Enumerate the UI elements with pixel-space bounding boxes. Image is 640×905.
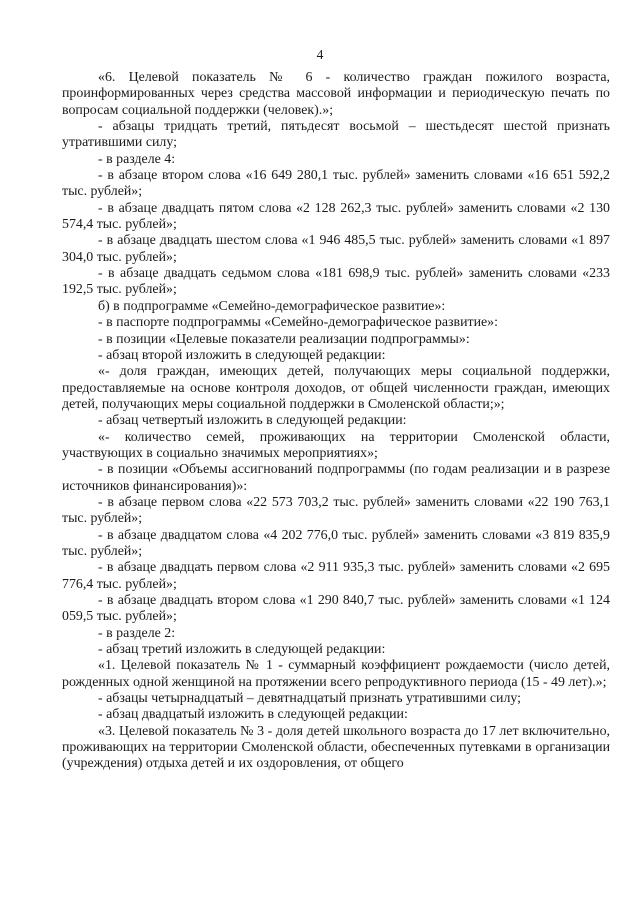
document-body (62, 70, 610, 773)
paragraph-10: - в позиции «Целевые показатели реализации подпрограммы»: (98, 331, 470, 347)
paragraph-25: «3. Целевой показатель № 3 - доля детей школьного возраста до 17 лет включительно, проживающих на территории Смоленской области, обеспеченных путевками в организации (учреждения) отдыха детей и их оздоровления, от общего (62, 723, 610, 772)
paragraph-16: - в абзаце первом слова «22 573 703,2 тыс. рублей» заменить словами «22 190 763,1 тыс. рублей»; (62, 494, 610, 527)
paragraph-14: «- количество семей, проживающих на территории Смоленской области, участвующих в социально значимых мероприятиях»; (62, 429, 610, 461)
paragraph-23: - абзацы четырнадцатый – девятнадцатый признать утратившими силу; (98, 691, 522, 707)
page-number: 4 (316, 47, 324, 62)
paragraph-2: - абзацы тридцать третий, пятьдесят восьмой – шестьдесят шестой признать утратившими силу; (62, 119, 610, 151)
paragraph-20: - в разделе 2: (98, 625, 176, 641)
paragraph-8: б) в подпрограмме «Семейно-демографическое развитие»: (98, 298, 446, 314)
paragraph-3: - в разделе 4: (98, 151, 176, 167)
paragraph-19: - в абзаце двадцать втором слова «1 290 840,7 тыс. рублей» заменить словами «1 124 059,5 тыс. рублей»; (62, 593, 610, 625)
paragraph-22: «1. Целевой показатель № 1 - суммарный коэффициент рождаемости (число детей, рожденных одной женщиной на протяжении всего репродуктивного периода (15 - 49 лет).»; (62, 658, 610, 690)
paragraph-18: - в абзаце двадцать первом слова «2 911 935,3 тыс. рублей» заменить словами «2 695 776,4 тыс. рублей»; (62, 560, 610, 592)
paragraph-4: - в абзаце втором слова «16 649 280,1 тыс. рублей» заменить словами «16 651 592,2 тыс. рублей»; (62, 168, 610, 200)
paragraph-24: - абзац двадцатый изложить в следующей редакции: (98, 707, 408, 723)
paragraph-6: - в абзаце двадцать шестом слова «1 946 485,5 тыс. рублей» заменить словами «1 897 304,0 тыс. рублей»; (62, 233, 610, 265)
paragraph-5: - в абзаце двадцать пятом слова «2 128 262,3 тыс. рублей» заменить словами «2 130 574,4 тыс. рублей»; (62, 200, 610, 233)
paragraph-13: - абзац четвертый изложить в следующей редакции: (98, 413, 407, 429)
paragraph-7: - в абзаце двадцать седьмом слова «181 698,9 тыс. рублей» заменить словами «233 192,5 тыс. рублей»; (62, 266, 610, 298)
paragraph-21: - абзац третий изложить в следующей редакции: (98, 642, 386, 658)
paragraph-15: - в позиции «Объемы ассигнований подпрограммы (по годам реализации и в разрезе источников финансирования)»: (62, 462, 610, 494)
paragraph-17: - в абзаце двадцатом слова «4 202 776,0 тыс. рублей» заменить словами «3 819 835,9 тыс. рублей»; (62, 527, 610, 559)
paragraph-11: - абзац второй изложить в следующей редакции: (98, 347, 386, 363)
paragraph-1: «6. Целевой показатель № 6 - количество граждан пожилого возраста, проинформированных через средства массовой информации и периодическую печать по вопросам социальной поддержки (человек).»; (62, 70, 610, 118)
paragraph-9: - в паспорте подпрограммы «Семейно-демографическое развитие»: (98, 315, 498, 331)
paragraph-12: «- доля граждан, имеющих детей, получающих меры социальной поддержки, предоставляемые на основе контроля доходов, от общей численности граждан, имеющих детей, получающих меры социальной поддержки в Смоленской области;»; (62, 364, 610, 412)
